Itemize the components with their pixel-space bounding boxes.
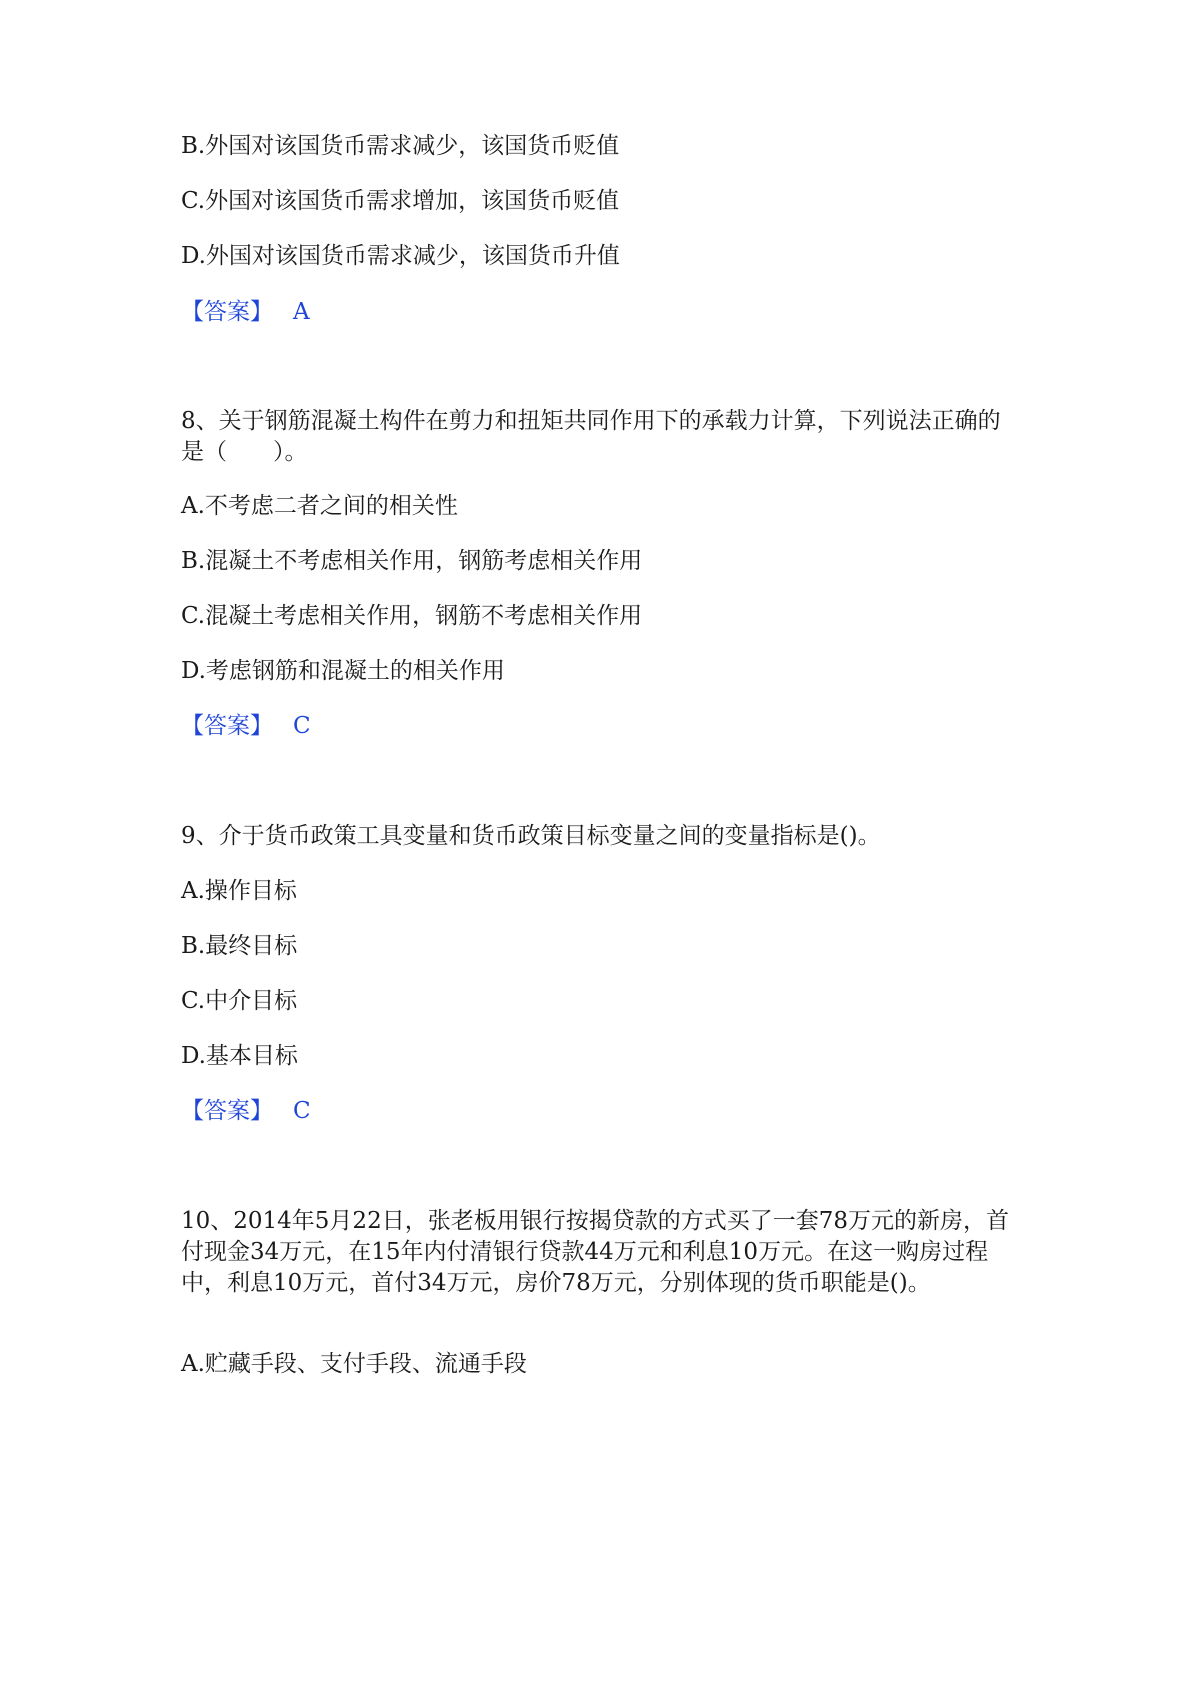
q8-stem: 8、关于钢筋混凝土构件在剪力和扭矩共同作用下的承载力计算，下列说法正确的是（ ）。 <box>181 408 1001 465</box>
q10-option-a: A.贮藏手段、支付手段、流通手段 <box>181 1351 527 1377</box>
q7-option-b: B.外国对该国货币需求减少，该国货币贬值 <box>181 133 620 159</box>
q8-option-c: C.混凝土考虑相关作用，钢筋不考虑相关作用 <box>181 603 643 629</box>
q8-option-b: B.混凝土不考虑相关作用，钢筋考虑相关作用 <box>181 548 643 574</box>
q9-option-c: C.中介目标 <box>181 988 298 1014</box>
answer-label: 【答案】 <box>181 1098 273 1124</box>
q9-stem: 9、介于货币政策工具变量和货币政策目标变量之间的变量指标是()。 <box>181 823 881 849</box>
q10-stem: 10、2014年5月22日，张老板用银行按揭贷款的方式买了一套78万元的新房，首付现金34万元，在15年内付清银行贷款44万元和利息10万元。在这一购房过程中，利息10万元，首付34万元，房价78万元，分别体现的货币职能是()。 <box>181 1208 1009 1296</box>
q7-option-c: C.外国对该国货币需求增加，该国货币贬值 <box>181 188 620 214</box>
q9-option-b: B.最终目标 <box>181 933 298 959</box>
q9-option-d: D.基本目标 <box>181 1043 298 1069</box>
q9-option-a: A.操作目标 <box>181 878 297 904</box>
q8-option-a: A.不考虑二者之间的相关性 <box>181 493 458 519</box>
answer-label: 【答案】 <box>181 299 273 325</box>
q8-option-d: D.考虑钢筋和混凝土的相关作用 <box>181 658 505 684</box>
q7-option-d: D.外国对该国货币需求减少，该国货币升值 <box>181 243 620 269</box>
answer-value: C <box>293 713 311 739</box>
q9-answer <box>181 1096 1041 1126</box>
answer-value: A <box>293 299 310 325</box>
q8-answer <box>181 711 1041 741</box>
answer-label: 【答案】 <box>181 713 273 739</box>
answer-value: C <box>293 1098 311 1124</box>
q7-answer <box>181 297 1041 327</box>
